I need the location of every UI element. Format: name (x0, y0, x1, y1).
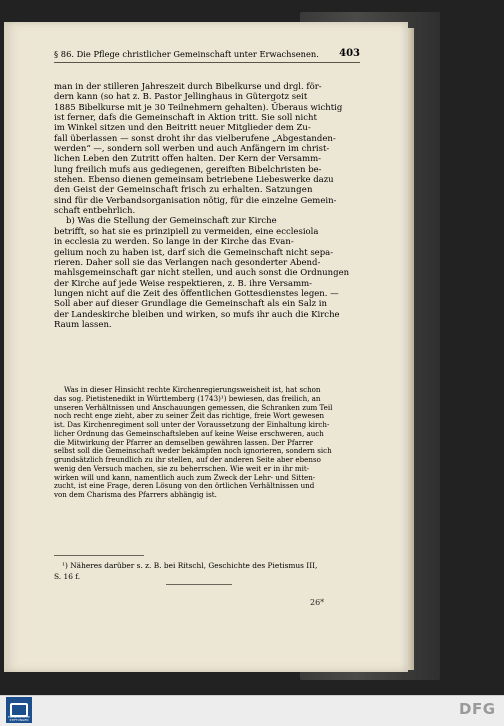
text-line: dern kann (so hat z. B. Pastor Jellinghaus in Gütergotz seit (54, 92, 308, 103)
small-text-line: ist. Das Kirchenregiment soll unter der Voraussetzung der Einhaltung kirch- (54, 420, 330, 429)
text-line: gelium noch zu haben ist, darf sich die Gemeinschaft nicht sepa- (54, 247, 334, 258)
small-text-line: das sog. Pietistenedikt in Württemberg (1743)¹) bewiesen, das freilich, an (54, 393, 321, 403)
text-line: lungen nicht auf die Zeit des öffentlichen Gottesdienstes legen. — (54, 288, 339, 299)
small-text-line: selbst soll die Gemeinschaft weder bekämpfen noch ignorieren, sondern sich (54, 446, 332, 456)
text-line: fall überlassen — sonst droht ihr das vielberufene „Abgestanden- (54, 133, 336, 144)
viewer-footer-bar (0, 695, 504, 726)
footnote (54, 560, 360, 582)
text-line: in ecclesia zu werden. So lange in der Kirche das Evan- (54, 237, 294, 248)
small-text-line: Was in dieser Hinsicht rechte Kirchenregierungsweisheit ist, hat schon (64, 385, 321, 394)
logo-caption: FRANCKESCHE STIFTUNGEN (7, 715, 31, 722)
small-text-line: wenig den Versuch machen, sie zu beherrschen. Wie weit er in ihr mit- (54, 463, 310, 473)
small-text-line: die Mitwirkung der Pfarrer an demselben gewähren lassen. Der Pfarrer (54, 437, 314, 447)
text-line: man in der stilleren Jahreszeit durch Bibelkurse und drgl. för- (54, 82, 322, 92)
text-line: der Kirche auf jede Weise respektieren, z. B. ihre Versamm- (54, 278, 313, 289)
main-text (54, 82, 360, 330)
running-head-title: § 86. Die Pflege christlicher Gemeinschaft unter Erwachsenen. (54, 49, 319, 59)
franckesche-stiftungen-logo[interactable] (6, 697, 32, 723)
small-text-line: unseren Verhältnissen und Anschauungen gemessen, die Schranken zum Teil (54, 402, 333, 412)
dfg-logo[interactable]: DFG (459, 700, 496, 718)
page-number: 403 (339, 48, 360, 59)
running-head (54, 48, 360, 63)
text-line: 1885 Bibelkurse mit je 30 Teilnehmern gehalten). Überaus wichtig (54, 102, 343, 113)
closing-rule (166, 584, 232, 585)
small-text-line: noch recht enge zieht, aber zu seiner Zeit das richtige, freie Wort gewesen (54, 411, 325, 421)
text-line: den Geist der Gemeinschaft frisch zu erhalten. Satzungen (54, 185, 313, 196)
small-text-line: grundsätzlich freundlich zu ihr stellen, auf der anderen Seite aber ebenso (54, 455, 321, 464)
text-line: betrifft, so hat sie es prinzipiell zu vermeiden, eine ecclesiola (54, 226, 319, 237)
text-line: im Winkel sitzen und den Beitritt neuer Mitglieder dem Zu- (54, 123, 311, 134)
text-line: ist ferner, dafs die Gemeinschaft in Aktion tritt. Sie soll nicht (54, 113, 317, 124)
signature-mark: 26* (310, 598, 325, 607)
small-text-line: wirken will und kann, namentlich auch zum Zweck der Lehr- und Sitten- (54, 472, 316, 482)
text-line: b) Was die Stellung der Gemeinschaft zur Kirche (66, 216, 277, 227)
footnote-divider (54, 555, 144, 556)
small-text-line: von dem Charisma des Pfarrers abhängig ist. (54, 490, 217, 499)
small-text-line: licher Ordnung das Gemeinschaftsleben auf keine Weise erschweren, auch (54, 428, 324, 438)
text-line: sind für die Verbandsorganisation nötig, für die einzelne Gemein- (54, 195, 337, 206)
text-line: rieren. Daher soll sie das Verlangen nach gesonderter Abend- (54, 257, 321, 268)
text-line: stehen. Ebenso dienen gemeinsam betriebene Liebeswerke dazu (54, 175, 334, 186)
footnote-line: ¹) Näheres darüber s. z. B. bei Ritschl, Geschichte des Pietismus III, (62, 561, 318, 570)
footnote-line: S. 16 f. (54, 572, 81, 581)
text-line: lichen Leben den Zutritt offen halten. Der Kern der Versamm- (54, 154, 322, 165)
text-line: lung freilich mufs aus gediegenen, gereiften Bibelchristen be- (54, 164, 322, 175)
text-line: der Landeskirche bleiben und wirken, so mufs ihr auch die Kirche (54, 309, 340, 320)
text-line: mahlsgemeinschaft gar nicht stellen, und auch sonst die Ordnungen (54, 268, 350, 279)
small-text-line: zucht, ist eine Frage, deren Lösung von den örtlichen Verhältnissen und (54, 481, 315, 491)
text-line: Raum lassen. (54, 319, 112, 330)
text-line: werden“ —, sondern soll werben und auch Anfängern im christ- (54, 144, 330, 155)
text-line: schaft entbehrlich. (54, 206, 136, 217)
page-stack-edge (408, 28, 414, 670)
small-print-paragraph (54, 386, 360, 500)
text-line: Soll aber auf dieser Grundlage die Gemeinschaft als ein Salz in (54, 299, 328, 310)
